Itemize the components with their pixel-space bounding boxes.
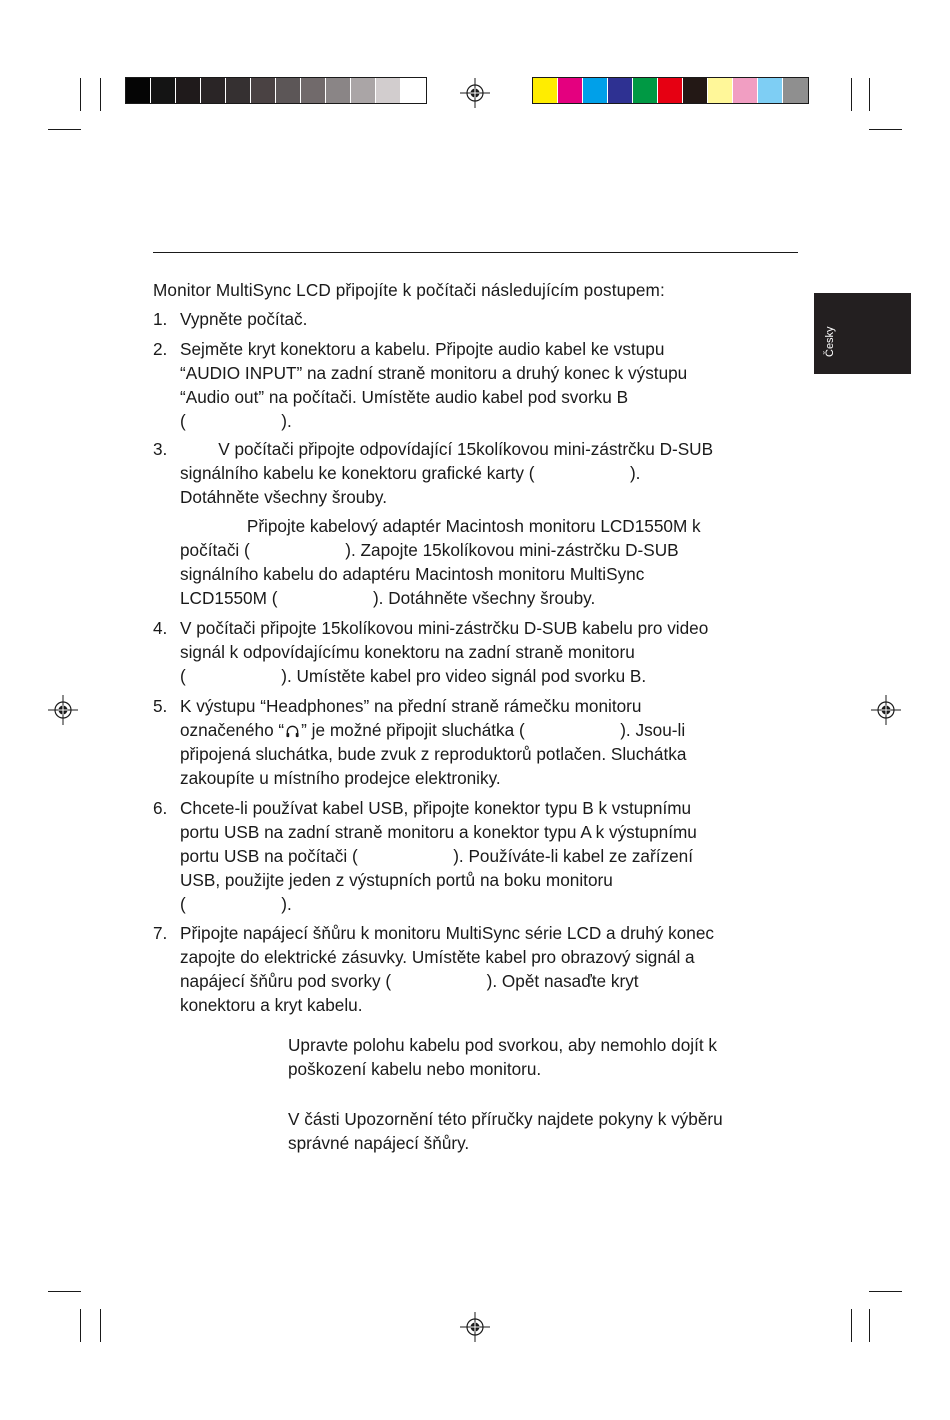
step-number: 4. (153, 618, 168, 638)
step-line: připojená sluchátka, bude zvuk z reproduktorů potlačen. Sluchátka (180, 744, 687, 764)
color-swatch (633, 78, 658, 103)
step-1 (180, 307, 307, 331)
step-3 (180, 437, 713, 509)
step-line (180, 718, 686, 742)
registration-mark-icon (460, 1312, 490, 1342)
grayscale-swatch (226, 78, 251, 103)
step-line: “Audio out” na počítači. Umístěte audio kabel pod svorku B (180, 387, 629, 407)
step-line: počítači ( ). Zapojte 15kolíkovou mini-zástrčku D-SUB (180, 540, 679, 560)
step-line: konektoru a kryt kabelu. (180, 995, 363, 1015)
crop-mark (869, 129, 902, 130)
step-5 (180, 694, 686, 790)
color-swatch (533, 78, 558, 103)
grayscale-swatch (251, 78, 276, 103)
registration-mark-icon (871, 695, 901, 725)
step-line: V počítači připojte 15kolíkovou mini-zástrčku D-SUB kabelu pro video (180, 618, 709, 638)
step-line-part: ” je možné připojit sluchátka ( ). Jsou-li (301, 720, 686, 740)
header-rule (153, 252, 798, 253)
step-line: Dotáhněte všechny šrouby. (180, 487, 388, 507)
color-swatch (658, 78, 683, 103)
step-line: K výstupu “Headphones” na přední straně rámečku monitoru (180, 696, 642, 716)
step-line: ( ). (180, 411, 292, 431)
color-swatch (783, 78, 808, 103)
step-line: ( ). (180, 894, 292, 914)
step-line: ( ). Umístěte kabel pro video signál pod svorku B. (180, 666, 647, 686)
step-line: Sejměte kryt konektoru a kabelu. Připojte audio kabel ke vstupu (180, 339, 665, 359)
step-line: portu USB na zadní straně monitoru a konektor typu A k výstupnímu (180, 822, 697, 842)
color-swatch (733, 78, 758, 103)
note-line: Upravte polohu kabelu pod svorkou, aby nemohlo dojít k (288, 1035, 717, 1055)
note-line: V části Upozornění této příručky najdete pokyny k výběru (288, 1109, 723, 1129)
step-number: 3. (153, 439, 168, 459)
grayscale-bar (125, 77, 427, 104)
step-number: 6. (153, 798, 168, 818)
color-swatch (708, 78, 733, 103)
color-swatch (608, 78, 633, 103)
crop-mark (80, 1309, 81, 1342)
step-line: USB, použijte jeden z výstupních portů na boku monitoru (180, 870, 613, 890)
grayscale-swatch (326, 78, 351, 103)
note (288, 1033, 717, 1081)
intro-text: Monitor MultiSync LCD připojíte k počítači následujícím postupem: (153, 280, 665, 300)
language-tab (814, 293, 911, 374)
step-number: 1. (153, 309, 168, 329)
step-line-part: označeného “ (180, 720, 285, 740)
step-line: Připojte napájecí šňůru k monitoru MultiSync série LCD a druhý konec (180, 923, 715, 943)
crop-mark (869, 78, 870, 111)
grayscale-swatch (201, 78, 226, 103)
step-line: portu USB na počítači ( ). Používáte-li kabel ze zařízení (180, 846, 693, 866)
grayscale-swatch (176, 78, 201, 103)
grayscale-swatch (376, 78, 401, 103)
step-3-macintosh (180, 514, 701, 610)
step-6 (180, 796, 697, 916)
registration-mark-icon (460, 78, 490, 108)
step-line: zakoupíte u místního prodejce elektroniky. (180, 768, 501, 788)
step-line: signál k odpovídajícímu konektoru na zadní straně monitoru (180, 642, 635, 662)
note-line: správné napájecí šňůry. (288, 1133, 470, 1153)
note (288, 1107, 723, 1155)
step-line: Vypněte počítač. (180, 309, 308, 329)
crop-mark (869, 1291, 902, 1292)
crop-mark (851, 1309, 852, 1342)
headphones-icon (285, 724, 300, 738)
crop-mark (100, 1309, 101, 1342)
step-number: 2. (153, 339, 168, 359)
grayscale-swatch (126, 78, 151, 103)
step-line: V počítači připojte odpovídající 15kolíkovou mini-zástrčku D-SUB (180, 439, 714, 459)
step-line: Chcete-li používat kabel USB, připojte konektor typu B k vstupnímu (180, 798, 692, 818)
crop-mark (48, 129, 81, 130)
grayscale-swatch (276, 78, 301, 103)
crop-mark (851, 78, 852, 111)
step-line: signálního kabelu ke konektoru grafické karty ( ). (180, 463, 641, 483)
registration-mark-icon (48, 695, 78, 725)
step-7 (180, 921, 714, 1017)
grayscale-swatch (401, 78, 426, 103)
step-line: LCD1550M ( ). Dotáhněte všechny šrouby. (180, 588, 596, 608)
language-tab-label: Česky (824, 326, 836, 357)
step-line: Připojte kabelový adaptér Macintosh monitoru LCD1550M k (180, 516, 701, 536)
step-line: “AUDIO INPUT” na zadní straně monitoru a druhý konec k výstupu (180, 363, 688, 383)
crop-mark (80, 78, 81, 111)
grayscale-swatch (301, 78, 326, 103)
color-bar (532, 77, 809, 104)
step-4 (180, 616, 708, 688)
grayscale-swatch (151, 78, 176, 103)
note-line: poškození kabelu nebo monitoru. (288, 1059, 542, 1079)
step-2 (180, 337, 687, 433)
step-number: 5. (153, 696, 168, 716)
color-swatch (558, 78, 583, 103)
color-swatch (683, 78, 708, 103)
step-number: 7. (153, 923, 168, 943)
step-line: napájecí šňůru pod svorky ( ). Opět nasaďte kryt (180, 971, 639, 991)
step-line: signálního kabelu do adaptéru Macintosh monitoru MultiSync (180, 564, 645, 584)
color-swatch (758, 78, 783, 103)
crop-mark (48, 1291, 81, 1292)
crop-mark (869, 1309, 870, 1342)
crop-mark (100, 78, 101, 111)
color-swatch (583, 78, 608, 103)
step-line: zapojte do elektrické zásuvky. Umístěte kabel pro obrazový signál a (180, 947, 695, 967)
grayscale-swatch (351, 78, 376, 103)
